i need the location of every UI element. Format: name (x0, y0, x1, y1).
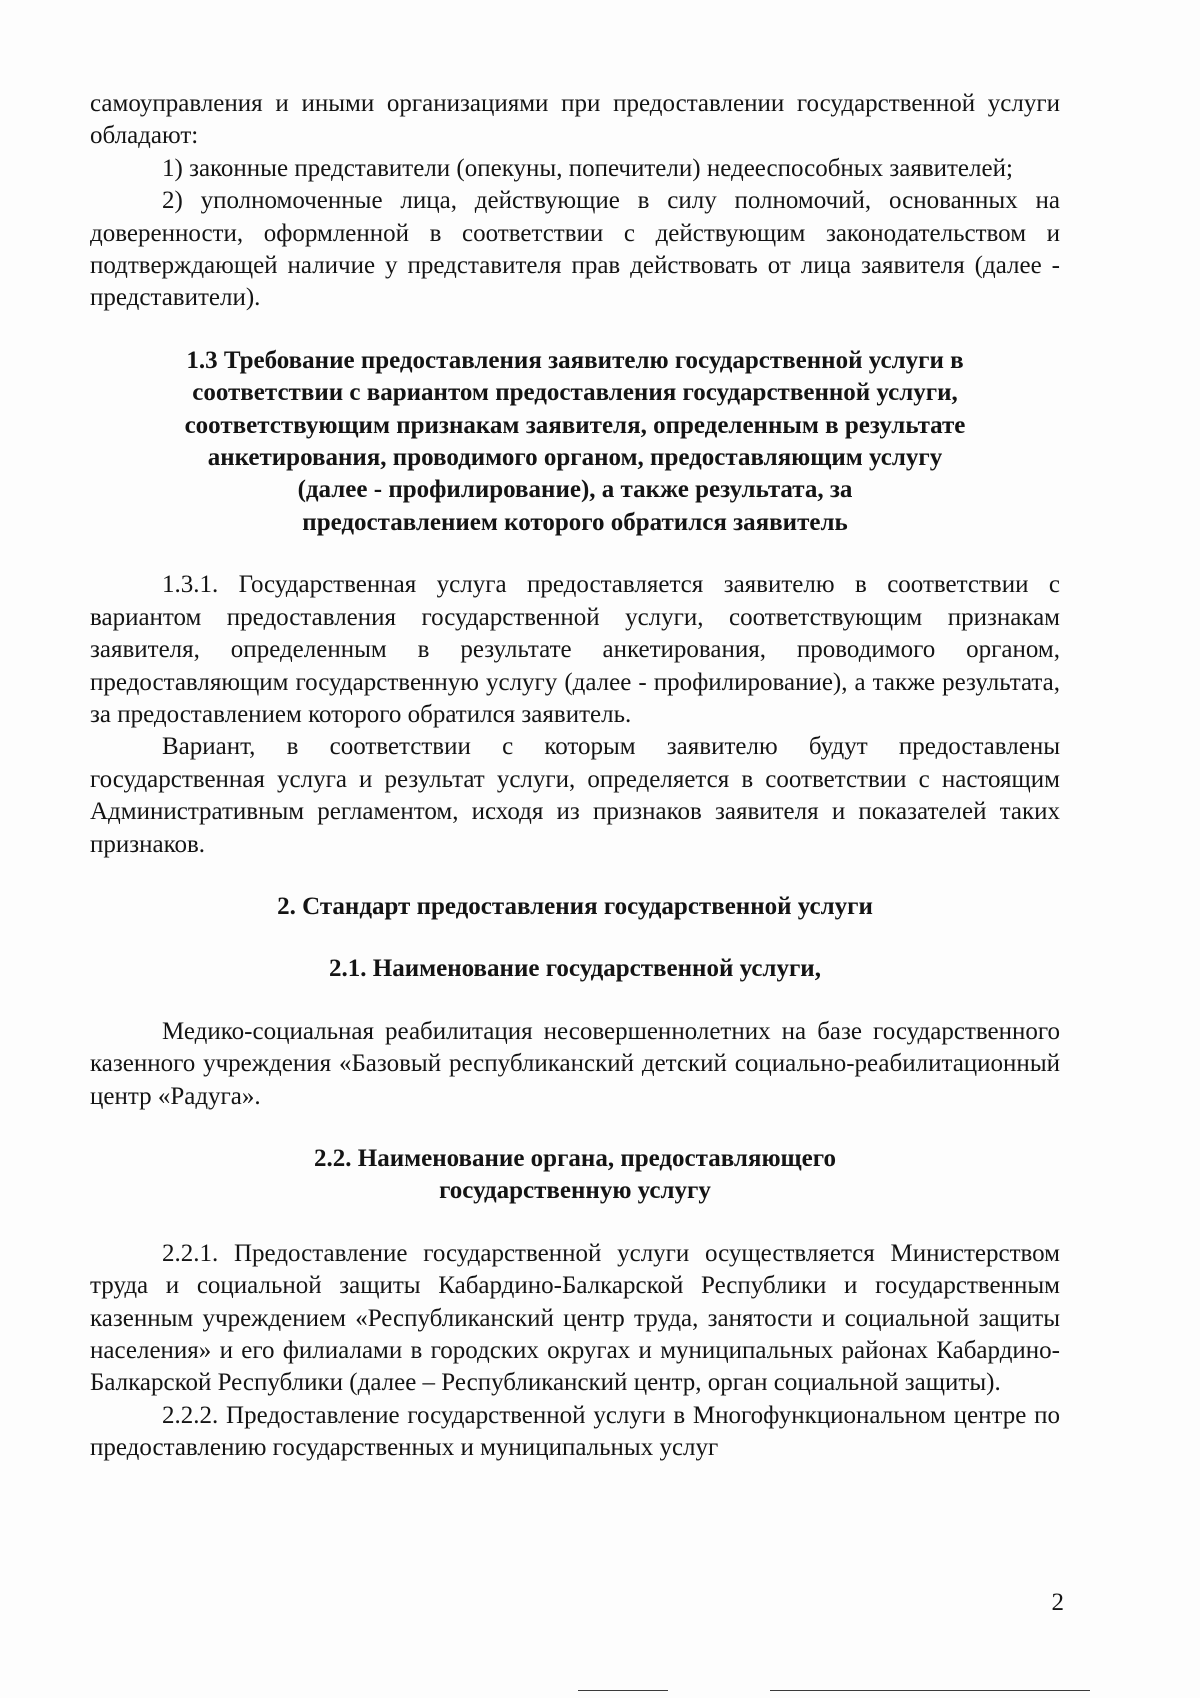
section-1-3-heading (90, 345, 1060, 539)
section-2-2-heading (90, 1143, 1060, 1208)
heading-line: государственную услугу (439, 1177, 711, 1205)
heading-line: анкетирования, проводимого органом, предоставляющим услугу (207, 444, 943, 472)
section-2-heading: 2. Стандарт предоставления государственной услуги (277, 892, 873, 920)
document-body (90, 88, 1060, 1465)
heading-line: соответствующим признакам заявителя, определенным в результате (184, 411, 966, 439)
paragraph-2-2-1: 2.2.1. Предоставление государственной услуги осуществляется Министерством труда и социальной защиты Кабардино-Балкарской Республики и государственным казенным учреждением «Республиканский центр труда, занятости и социальной защиты населения» и его филиалами в городских округах и муниципальных районах Кабардино-Балкарской Республики (далее – Республиканский центр, орган социальной защиты). (90, 1239, 1060, 1397)
section-2-1-heading: 2.1. Наименование государственной услуги, (329, 955, 821, 983)
intro-paragraph-continuation: самоуправления и иными организациями при предоставлении государственной услуги обладают: (90, 90, 1060, 150)
intro-list-item-1: 1) законные представители (опекуны, попечители) недееспособных заявителей; (162, 154, 1013, 182)
heading-line: 2.2. Наименование органа, предоставляющего (314, 1144, 836, 1172)
paragraph-variant: Вариант, в соответствии с которым заявителю будут предоставлены государственная услуга и результат услуги, определяется в соответствии с настоящим Административным регламентом, исходя из признаков заявителя и показателей таких признаков. (90, 733, 1060, 858)
intro-list-item-2: 2) уполномоченные лица, действующие в силу полномочий, основанных на доверенности, оформленной в соответствии с действующим законодательством и подтверждающей наличие у представителя прав действовать от лица заявителя (далее - представители). (90, 187, 1060, 312)
scan-edge-line (578, 1690, 668, 1691)
page-number: 2 (1051, 1589, 1064, 1616)
paragraph-service-name: Медико-социальная реабилитация несовершеннолетних на базе государственного казенного учреждения «Базовый республиканский детский социально-реабилитационный центр «Радуга». (90, 1017, 1060, 1110)
heading-line: (далее - профилирование), а также результата, за (297, 476, 853, 504)
paragraph-1-3-1: 1.3.1. Государственная услуга предоставляется заявителю в соответствии с вариантом предоставления государственной услуги, соответствующим признакам заявителя, определенным в результате анкетирования, проводимого органом, предоставляющим государственную услугу (далее - профилирование), а также результата, за предоставлением которого обратился заявитель. (90, 571, 1060, 728)
heading-line: соответствии с вариантом предоставления государственной услуги, (192, 379, 958, 407)
paragraph-2-2-2: 2.2.2. Предоставление государственной услуги в Многофункциональном центре по предоставлению государственных и муниципальных услуг (90, 1401, 1060, 1462)
heading-line: 1.3 Требование предоставления заявителю государственной услуги в (186, 346, 964, 374)
scan-edge-line (770, 1690, 1090, 1691)
heading-line: предоставлением которого обратился заявитель (302, 508, 848, 536)
